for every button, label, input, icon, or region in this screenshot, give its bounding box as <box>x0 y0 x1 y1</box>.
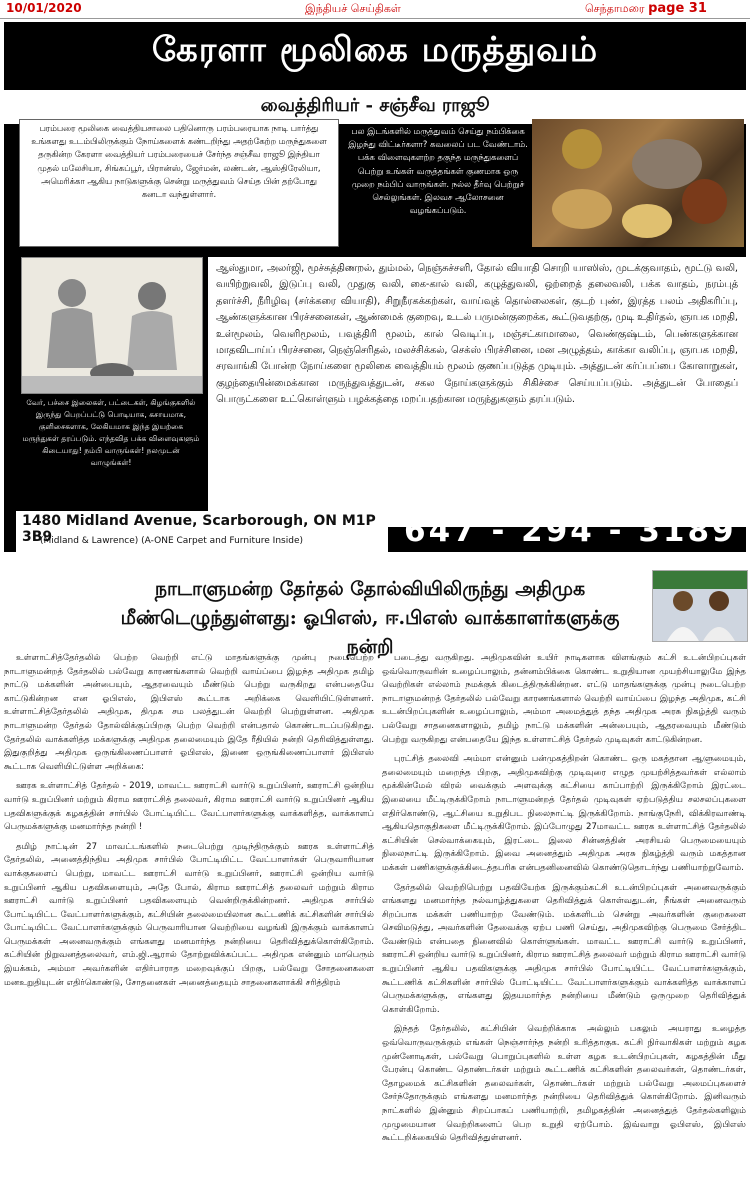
address-note: (Midland & Lawrence) (A-ONE Carpet and Furniture Inside) <box>40 536 303 546</box>
herbs-photo <box>532 119 744 247</box>
ad-title: கேரளா மூலிகை மருத்துவம் <box>151 30 599 70</box>
diseases-box: ஆஸ்துமா, அலர்ஜி, மூச்சுத்திணறல், தும்மல், நெஞ்சுச்சளி, தோல் வியாதி சொறி யாஸிஸ், முடக்குவாதம், மூட்டு வலி, வயிற்றுவலி, இடுப்பு வலி, முதுகு வலி, கை-கால் வலி, கழுத்துவலி, ஒற்றைத் தலைவலி, பக்க வாதம், நரம்புத் தளர்ச்சி, நீரிழிவு (சர்க்கரை வியாதி), சிறுநீரகக்கற்கள், வாய்வுத் தொல்லைகள், குடற் புண், இரத்த பலம் அதிகரிப்பு, ஆண்களுக்கான பிரச்சனைகள், ஆண்மைக் குறைவு, உடல் பருமன்குறைக்க, கூட்டுவதற்கு, முடி உதிர்தல், ஞாபக மறதி, உள்மூலம், வெளிமூலம், பவுத்திரி மூலம், கால் வெடிப்பு, மஞ்சட்காமாலை, வெண்குஷ்டம், பெண்களுக்கான மாதவிடாய்ப் பிரச்சனை, நெஞ்செரிதல், மலச்சிக்கல், செக்ஸ் பிரச்சினை, மன அழுத்தம், காக்கா வலிப்பு, ஞாபக மறதி, சரவாங்கி போன்ற நோய்களை மூலிகை வைத்தியம் மூலம் குணப்படுத்த முடியும். அத்துடன் கர்ப்பப்பை கோளாறுகள், குழந்தையின்மைக்கான மருந்துவத்துடன், சகல நோய்களுக்கும் சிகிச்சை செய்யப்படும். அத்துடன் போதைப் பொருட்களை உட்கொள்ளும் பழக்கத்தை மறப்பதற்கான மருந்துகளும் தரப்படும். <box>208 257 746 527</box>
headline-line-2: மீண்டெழுந்துள்ளது: ஓபிஎஸ், ஈ.பிஎஸ் வாக்காளர்களுக்கு நன்றி <box>120 607 620 658</box>
sages-illustration <box>21 257 203 394</box>
address-line: 1480 Midland Avenue, Scarborough, ON M1P 3B9 <box>22 513 376 545</box>
ad-trust-box <box>344 119 744 247</box>
header-section: இந்தியச் செய்திகள் <box>305 2 401 15</box>
article-column-1 <box>4 652 374 996</box>
header-paper-name: செந்தாமரை <box>585 2 645 15</box>
ad-intro-box: பரம்பரை மூலிகை வைத்தியசாலை பதினொரு பரம்பரையாக நாடி பார்த்து உங்களது உடம்பிலிருக்கும் நோய்களைக் கண்டறிந்து அதற்கேற்ற மருந்துகளை தருகின்ற கேரளா வைத்தியர் பரம்பரையைச் சேர்ந்த சஞ்சீவ ராஜூ இந்தியா முதல் மலேசியா, சிங்கப்பூர், பிரான்ஸ், ஜேர்மன், லண்டன், ஆஸ்திரேலியா, அமெரிக்கா ஆகிய நாடுகளுக்கு சென்று மருத்துவம் செய்த பின் தற்போது கனடா வந்துள்ளார். <box>19 119 339 247</box>
article-paragraph: புரட்சித் தலைவி அம்மா என்னும் பன்முகத்திறன் கொண்ட ஒரு மகத்தான ஆளுமையும், தலைமையும் மறைந்த பிறகு, அதிமுகவிற்கு முடிவுரை எழுத முயற்சித்தவர்கள் எல்லாம் மூக்கின்மேல் விரல் வைக்கும் அளவுக்கு கட்சியை காப்பாற்றி இருக்கிறோம் இரட்டை இலையை மீட்டிருக்கிறோம் நாடாளுமன்றத் தேர்தல் முடிவுகள் ஏற்படுத்திய சலசலப்புகளை எதிர்கொண்டு, ஆட்சியை உறுதிபட நிலைநாட்டி இருக்கிறோம். நாங்குநேரி, விக்கிரவாண்டி ஆகியதொகுதிகளை மீட்டிருக்கிறோம். இப்போழுது 27மாவட்ட ஊரக உள்ளாட்சித் தேர்தலில் கட்சியின் செல்வாக்கையும், இரட்டை இலை சின்னத்தின் அரசியல் பெருமையையும் நிலைநாட்டி இருக்கிறோம். இவை அனைத்தும் அதிமுக அரசு நிகழ்த்தி வரும் மகத்தான மக்கள் பணிகளுக்குக்கிடைத்தபரிசு என்பதனினைவில் கொண்டுதொடர்ந்து பணியாற்றுவோம். <box>382 754 746 873</box>
address-box <box>16 511 388 554</box>
article-headline <box>100 575 640 662</box>
headline-line-1: நாடாளுமன்ற தேர்தல் தோல்வியிலிருந்து அதிமுக <box>154 578 586 600</box>
article-paragraph: படைத்து வருகிறது. அதிமுகவின் உயிர் நாடிகளாக விளங்கும் கட்சி உடன்பிறப்புகள் ஒவ்வொருவரின் உழைப்பாலும், தன்னம்பிக்கை கொண்ட உறுதியான முயற்சியாலுமே இந்த வெற்றிகள் எல்லாம் நமக்குக் கிடைத்திருக்கின்றன. எட்டு மாதங்களுக்கு முன்பு நடைபெற்ற நாடாளுமன்றத் தேர்தலில் பல்வேறு காரணங்களால் வெற்றி வாய்ப்பை இழந்த அதிமுக, கட்சி உடன்பிறப்புகளின் உழைப்பாலும், அம்மா அமைத்துத் தந்த அதிமுக அரசு நிகழ்த்தி வரும் பல்வேறு சாதனைகளாலும், தமிழ் நாட்டு மக்களின் அன்பையும், ஆதரவையும் மீண்டும் பெற்று வருகிறது என்பதையே இந்த உள்ளாட்சித் தேர்தல் முடிவுகள் காட்டுகின்றன. <box>382 653 746 745</box>
page-header <box>0 0 750 19</box>
article-paragraph: உள்ளாட்சித்தேர்தலில் பெற்ற வெற்றி எட்டு மாதங்களுக்கு முன்பு நடைபெற்ற நாடாளுமன்றத் தேர்தலில் பல்வேறு காரணங்களால் வெற்றி வாய்ப்பை இழந்த அதிமுக தமிழ் நாட்டு மக்களின் அன்பையும், ஆதரவையும் மீண்டும் பெற்று வருகிறது என்பதையே காட்டுகின்றன என ஓபிஎஸ், இபிஎஸ் கூட்டாக அறிக்கை வெளியிட்டுள்ளனர். உள்ளாட்சித்தேர்தலில் அதிமுக, திமுக சம பலத்துடன் வெற்றி பெற்றுள்ளன. அதிமுக நாடாளுமன்ற தேர்தல் தோல்விக்குப்பிறகு பெற்ற வெற்றி என்பதால் கொண்டாடப்படுகிறது. தேர்தலில் வாக்களித்த மக்களுக்கு அதிமுக தலைமையும் இதே ரீதியில் நன்றி தெரிவித்துள்ளது. இதுகுறித்து அதிமுக ஒருங்கிணைப்பாளர் ஓபிஎஸ், இணை ஒருங்கிணைப்பாளர் இபிஎஸ் கூட்டாக வெளியிட்டுள்ள அறிக்கை: <box>4 653 374 772</box>
article-paragraph: தமிழ் நாட்டின் 27 மாவட்டங்களில் நடைபெற்று முடிந்திருக்கும் ஊரக உள்ளாட்சித் தேர்தலில், அனைத்திந்திய அதிமுக சார்பில் போட்டியிட்ட வேட்பாளர்கள் பெருவாரியான வாக்குகளைப் பெற்று, மாவட்ட ஊராட்சி வார்டு உறுப்பினர், ஊராட்சி ஒன்றிய வார்டு உறுப்பினர் ஆகிய பதவிகளையும், அதே போல், கிராம ஊராட்சித் தலைவர் மற்றும் கிராம ஊராட்சி வார்டு உறுப்பினர் பதவிகளையும் வென்றிருக்கின்றனர். அதிமுக சார்பில் போட்டியிட்ட வேட்பாளர்களுக்கும், கட்சியின் தலைமையிலான கூட்டணிக் கட்சிகளின் சார்பில் போட்டியிட்ட வேட்பாளர்களுக்கும் பெருவாரியான வெற்றியை வழங்கி இருக்கும் வாக்காளப் பெருமக்கள் அனைவருக்கும் எங்களது மனமார்ந்த நன்றியை தெரிவித்துக்கொள்கிறோம். கட்சியின் நிறுவனத்தலைவர், எம்.ஜி.ஆரால் தோற்றுவிக்கப்பட்ட அதிமுக என்னும் மாபெரும் இயக்கம், அம்மா அவர்களின் எதிர்பாராத மறைவுக்குப் பிறகு, பல்வேறு சோதனைகளை மனஉறுதியுடன் எதிர்கொண்டு, சோதனைகள் அனைத்தையும் சாதனைகளாக்கி சரித்திரம் <box>4 841 374 988</box>
header-date: 10/01/2020 <box>6 1 82 15</box>
header-right <box>585 1 707 17</box>
article-paragraph: ஊரக உள்ளாட்சித் தேர்தல் - 2019, மாவட்ட ஊராட்சி வார்டு உறுப்பினர், ஊராட்சி ஒன்றிய வார்டு உறுப்பினர் மற்றும் கிராம ஊராட்சித் தலைவர், கிராம ஊராட்சி வார்டு உறுப்பினர் ஆகிய பதவிகளுக்குக் கழகத்தின் சார்பில் போட்டியிட்ட வேட்பாளர்களுக்கு வாக்களித்த, வாக்காளப் பெருமக்களுக்கு மனமார்ந்த நன்றி ! <box>4 781 374 833</box>
article-paragraph: தேர்தலில் வெற்றிபெற்று பதவியேற்க இருக்கும்கட்சி உடன்பிறப்புகள் அனைவருக்கும் எங்களது மனமார்ந்த நல்வாழ்த்துகளை தெரிவித்துக் கொள்வதுடன், நீங்கள் அனைவரும் சிறப்பாக மக்கள் பணியாற்ற வேண்டும். மக்களிடம் சென்று அவர்களின் குறைகளை செவிமடுத்து, அவர்களின் தேவைக்கு ஏற்ப பணி செய்து, அதிமுகவிற்கு பெருமை சேர்த்திட வேண்டும் என்பதை நினைவில் கொள்ளுங்கள். மாவட்ட ஊராட்சி வார்டு உறுப்பினர், ஊராட்சி ஒன்றிய வார்டு உறுப்பினர், கிராம ஊராட்சித் தலைவர் மற்றும் கிராம ஊராட்சி வார்டு உறுப்பினர் ஆகிய பதவிகளுக்கு அதிமுக சார்பில் போட்டியிட்ட வேட்பாளர்களுக்கும், கூட்டணிக் கட்சிகளின் சார்பில் போட்டியிட்ட வேட்பாளர்களுக்கும் வாக்களித்த வாக்காளப் பெருமக்களுக்கு, எங்களது இதயமார்ந்த நன்றியை மீண்டும் ஒருமுறை தெரிவித்துக் கொள்கிறோம். <box>382 882 746 1015</box>
leaders-photo <box>652 570 748 642</box>
contact-bar <box>4 509 746 547</box>
article-column-2 <box>382 652 746 1152</box>
ad-trust-text: பல இடங்களில் மருத்துவம் செய்து நம்பிக்கை இழந்து விட்டீர்களா? கவலைப் பட வேண்டாம். பக்க விளைவுகளற்ற தகுந்த மருந்துகளைப் பெற்று உங்கள் வருத்தங்கள் குணமாக ஒரு முறை நம்பிப் வாருங்கள். நல்ல தீர்வு பெற்றுச் செல்லுங்கள். இலவச ஆலோசனை வழங்கப்படும். <box>348 126 528 216</box>
header-page-number: page 31 <box>648 1 707 16</box>
article-paragraph: இந்தத் தேர்தலில், கட்சியின் வெற்றிக்காக அல்லும் பகலும் அயராது உழைத்த ஒவ்வொருவருக்கும் எங்கள் நெஞ்சார்ந்த நன்றி உரித்தாகுக. கட்சி நிர்வாகிகள் மற்றும் கழக முன்னோடிகள், பல்வேறு பொறுப்புகளில் உள்ள கழக உடன்பிறப்புகள், கழகத்தின் மீது பேரன்பு கொண்ட தொண்டர்கள் மற்றும் கூட்டணிக் கட்சிகளின் தலைவர்கள், தொண்டர்கள், தோழமைக் கட்சிகளின் தலைவர்கள், தொண்டர்கள் மற்றும் பல்வேறு அமைப்புகளைச் சேர்ந்தோருக்கும் எங்களது மனமார்ந்த நன்றியை தெரிவித்துக் கொள்கிறோம். இனிவரும் நாட்களில் இன்னும் சிறப்பாகப் பணியாற்றி, தமிழகத்தின் அனைத்துத் தேர்தல்களிலும் முழுமையான வெற்றிகளைப் பெற உறுதி ஏற்போம். இவ்வாறு ஓபிஎஸ், இபிஎஸ் கூட்டறிக்கையில் தெரிவித்துள்ளனர். <box>382 1024 746 1144</box>
ad-subtitle: வைத்திரியர் - சஞ்சீவ ராஜூ <box>260 95 490 116</box>
herb-caption: வேர், பச்சை இலைகள், பட்டைகள், கிழங்குகளில் இருந்து பெறப்பட்டு பொடியாக, கசாயமாக, குளிசைகளாக, லேகியமாக இந்த இயற்கை மருந்துகள் தரப்படும். எந்தவித பக்க விளைவுகளும் கிடையாது! நம்பி வாருங்கள்! நலமுடன் வாழுங்கள்! <box>22 398 200 467</box>
advertisement <box>4 22 746 552</box>
phone-number: 647 - 294 - 3189 <box>404 513 737 549</box>
